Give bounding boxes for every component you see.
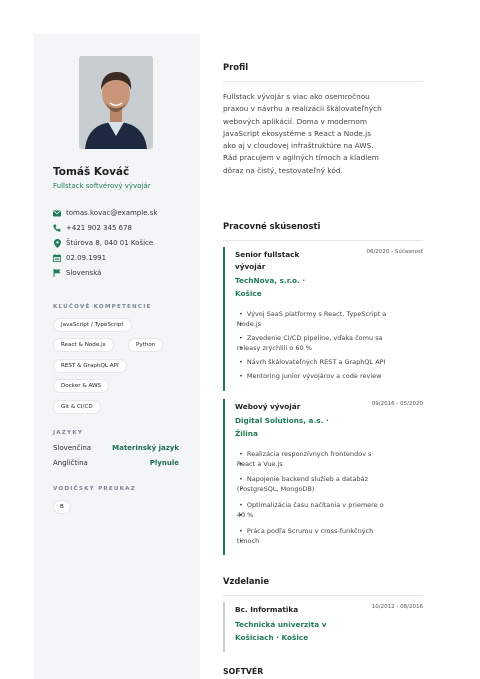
job-bullet <box>235 474 423 485</box>
phone-icon <box>53 224 61 232</box>
skill-chip: Git & CI/CD <box>53 400 101 414</box>
skills-heading: KĽÚČOVÉ KOMPETENCIE <box>53 304 152 310</box>
job-bullet-text: tímoch <box>236 537 260 545</box>
contact-phone[interactable] <box>53 224 193 232</box>
job-bullet <box>235 309 423 320</box>
map-pin-icon <box>53 239 61 247</box>
job-bullet-cont <box>235 343 423 354</box>
job-dates: 09/2016 - 05/2020 <box>371 401 423 407</box>
job-bullet <box>235 357 423 368</box>
job-bullet <box>235 500 423 511</box>
profile-line: ako aj v cloudovej infraštruktúre na AWS. <box>223 141 374 151</box>
contact-phone-text: +421 902 345 678 <box>66 224 132 232</box>
education-heading: Vzdelanie <box>223 576 270 586</box>
languages-heading: JAZYKY <box>53 430 84 436</box>
job-company: Digital Solutions, a.s. · <box>235 416 329 425</box>
job-bullet-cont <box>235 536 423 547</box>
job-bullet-text: Vývoj SaaS platformy s React, TypeScript a <box>246 310 387 318</box>
cv-sheet <box>34 34 446 679</box>
profile-photo <box>79 56 153 149</box>
language-level: Plynule <box>149 459 179 467</box>
profile-heading: Profil <box>223 62 249 72</box>
job-bullet-text: 40 % <box>236 511 254 519</box>
contact-birthdate <box>53 254 193 262</box>
profile-line: webových aplikácií. Doma v modernom <box>223 116 367 126</box>
language-level: Materinský jazyk <box>112 444 179 452</box>
job-bullet-text: (PostgreSQL, MongoDB) <box>236 485 315 493</box>
education-accent-bar <box>223 602 225 652</box>
job-bullet <box>235 371 423 382</box>
job-bullet-text: Návrh škálovateľných REST a GraphQL API <box>246 358 386 366</box>
job-title: vývojár <box>235 262 266 271</box>
flag-icon <box>53 269 61 277</box>
job-bullet <box>235 526 423 537</box>
contact-address <box>53 239 193 247</box>
job-bullet-cont <box>235 510 423 521</box>
person-name: Tomáš Kováč <box>53 166 130 178</box>
job-entry <box>223 247 425 391</box>
language-name: Angličtina <box>53 459 88 467</box>
person-role: Fullstack softvérový vývojár <box>53 182 151 190</box>
job-bullet <box>235 449 423 460</box>
experience-heading: Pracovné skúsenosti <box>223 221 321 231</box>
job-entry <box>223 399 425 555</box>
job-bullet-text: Napojenie backend služieb a databáz <box>246 475 369 483</box>
job-bullet-cont <box>235 459 423 470</box>
job-bullet-text: Zavedenie CI/CD pipeline, vďaka čomu sa <box>246 334 383 342</box>
job-company: TechNova, s.r.o. · <box>235 276 306 285</box>
divider <box>223 240 423 241</box>
job-title: Webový vývojár <box>235 402 301 411</box>
calendar-icon <box>53 254 61 262</box>
contact-nationality-text: Slovenská <box>66 269 102 277</box>
skill-chip: Python <box>128 338 163 352</box>
divider <box>223 81 423 82</box>
job-bullet <box>235 333 423 344</box>
skill-chip: REST & GraphQL API <box>53 359 127 373</box>
skill-chip: JavaScript / TypeScript <box>53 318 132 332</box>
job-bullet-text: React a Vue.js <box>236 460 283 468</box>
job-title: Senior fullstack <box>235 250 300 259</box>
job-accent-bar <box>223 247 225 391</box>
profile-line: praxou v návrhu a realizácii škálovateľných <box>223 104 382 114</box>
job-bullet-text: Mentoring junior vývojárov a code review <box>246 372 382 380</box>
license-chip: B <box>53 500 71 514</box>
sidebar <box>34 34 200 679</box>
envelope-icon <box>53 209 61 217</box>
contact-birthdate-text: 02.09.1991 <box>66 254 107 262</box>
job-dates: 06/2020 - Súčasnosť <box>366 249 423 255</box>
profile-text <box>223 91 425 177</box>
profile-line: Rád pracujem v agilných tímoch a kladiem <box>223 153 379 163</box>
license-heading: VODIČSKÝ PREUKAZ <box>53 486 136 492</box>
skill-chip: React & Node.js <box>53 338 114 352</box>
language-name: Slovenčina <box>53 444 92 452</box>
education-entry <box>223 602 425 652</box>
education-school: Košiciach · Košice <box>235 633 309 642</box>
contact-email-text: tomas.kovac@example.sk <box>66 209 158 217</box>
contact-nationality <box>53 269 193 277</box>
profile-line: JavaScript ekosystéme s React a Node.js <box>223 128 372 138</box>
job-bullet-text: Optimalizácia času načítania v priemere o <box>246 501 384 509</box>
job-bullet-text: Práca podľa Scrumu v cross-funkčných <box>246 527 374 535</box>
job-company: Žilina <box>235 429 258 438</box>
contact-address-text: Štúrova 8, 040 01 Košice <box>66 239 154 247</box>
language-row <box>53 444 179 452</box>
profile-line: Fullstack vývojár s viac ako osemročnou <box>223 92 370 101</box>
software-heading: SOFTVÉR <box>223 667 264 676</box>
education-dates: 10/2012 - 08/2016 <box>371 604 423 610</box>
job-bullet-text: Node.js <box>236 320 262 328</box>
job-bullet-cont <box>235 484 423 495</box>
contact-email[interactable] <box>53 209 193 217</box>
language-row <box>53 459 179 467</box>
job-bullet-text: Realizácia responzívnych frontendov s <box>246 450 372 458</box>
education-school: Technická univerzita v <box>235 620 327 629</box>
divider <box>223 595 423 596</box>
job-bullet-text: releasy zrýchlili o 60 % <box>236 344 312 352</box>
job-company: Košice <box>235 289 262 298</box>
job-bullet-cont <box>235 319 423 330</box>
education-degree: Bc. Informatika <box>235 605 299 614</box>
skill-chip: Docker & AWS <box>53 379 109 393</box>
main-content <box>223 34 425 679</box>
profile-line: dôraz na čistý, testovateľný kód. <box>223 165 343 175</box>
job-accent-bar <box>223 399 225 555</box>
